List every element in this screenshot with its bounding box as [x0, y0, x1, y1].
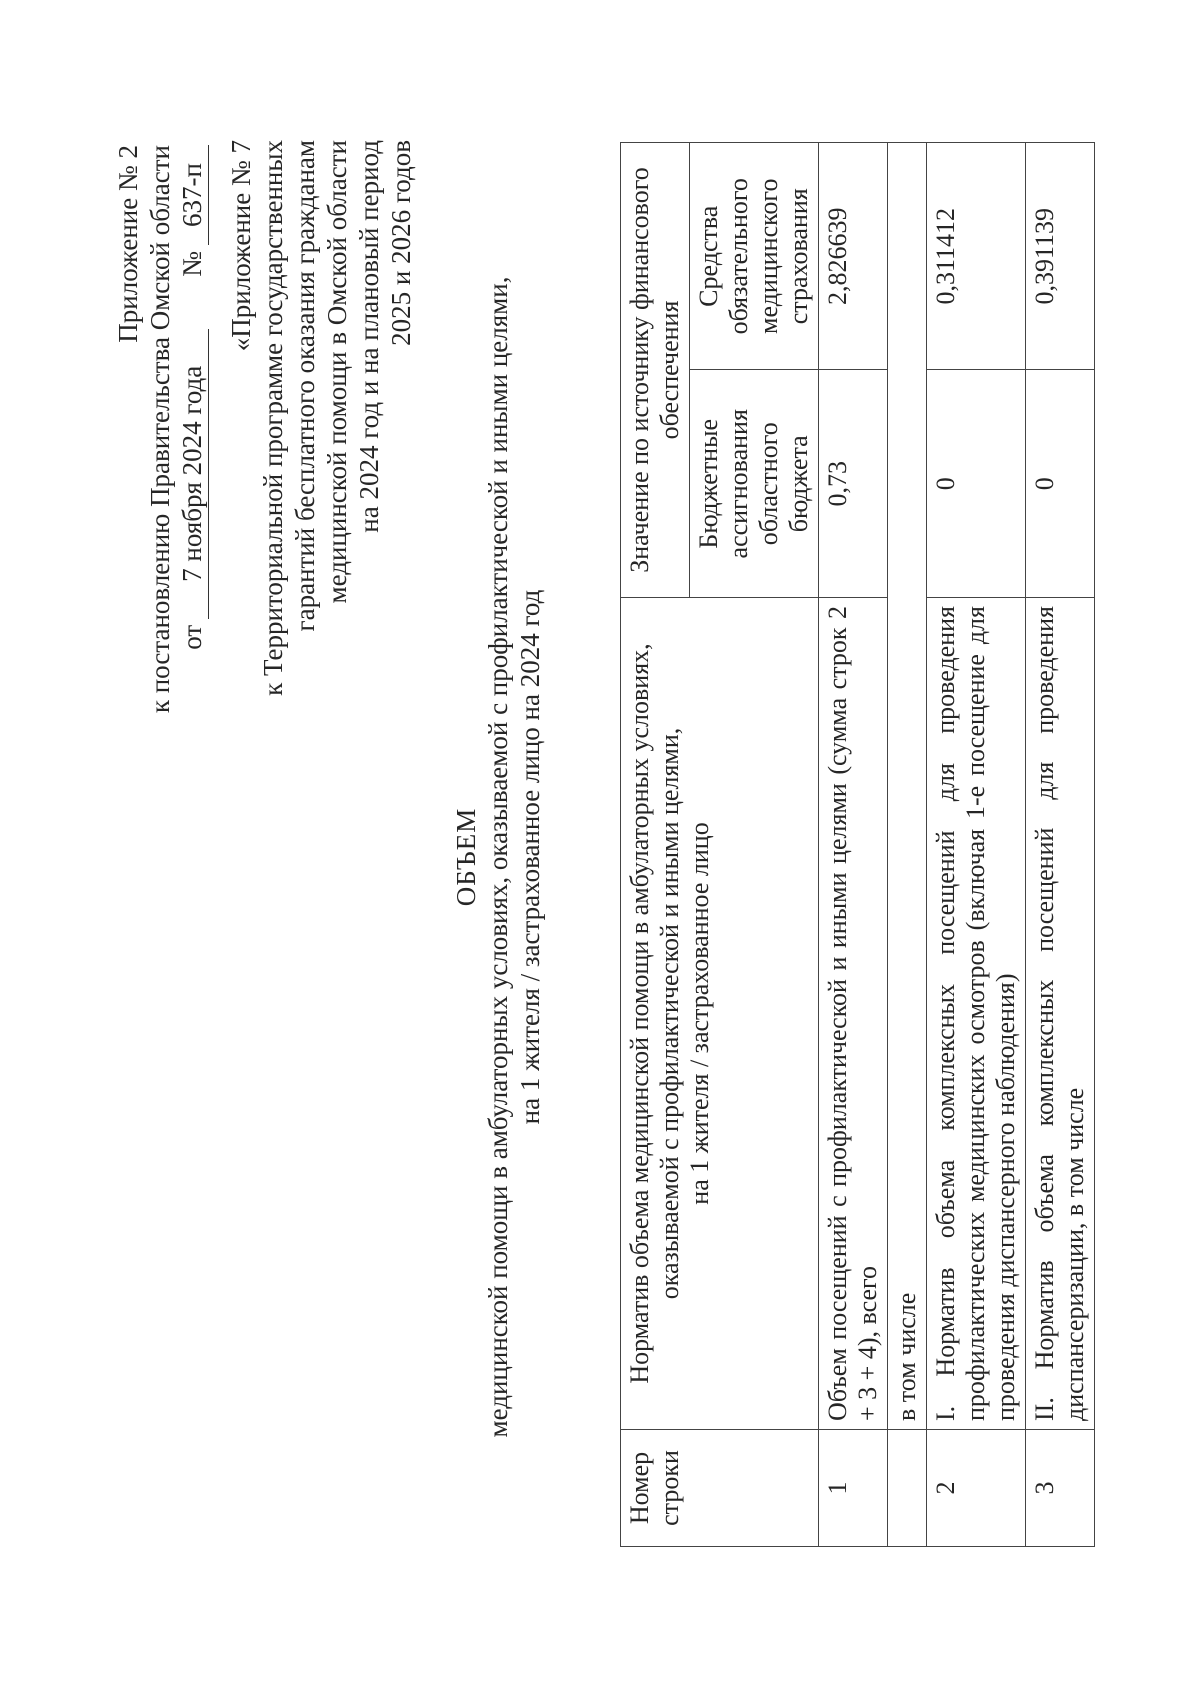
row-budget-value: 0,73 [819, 370, 888, 598]
row-oms-value: 0,311412 [927, 143, 1026, 371]
decree-number: 637-п [176, 145, 209, 245]
volume-table [620, 142, 1095, 1547]
table-header-row [621, 143, 690, 1547]
row-description: I. Норматив объема комплексных посещений для проведения профилактических медицинских осмотров (включая 1-е посещение для проведения диспансерного наблюдения) [927, 598, 1026, 1430]
header-budget: Бюджетные ассигнования областного бюджета [690, 370, 819, 598]
header-row-number: Номер строки [621, 1430, 819, 1547]
title-heading: ОБЪЕМ [451, 807, 481, 907]
header-normative [621, 598, 819, 1430]
reference-line: к Территориальной программе государственных [258, 140, 288, 696]
table-subheader-row [888, 143, 927, 1547]
reference-block [225, 140, 417, 940]
attachment-date-row [176, 145, 209, 865]
document-title [450, 157, 546, 1557]
row-oms-value: 0,391139 [1026, 143, 1095, 371]
title-line: на 1 жителя / застрахованное лицо на 2024 год [515, 589, 545, 1125]
reference-line: медицинской помощи в Омской области [322, 140, 352, 604]
attachment-decree: к постановлению Правительства Омской области [145, 145, 175, 714]
table-row [1026, 143, 1095, 1547]
reference-line: «Приложение № 7 [226, 140, 256, 352]
row-description: II. Норматив объема комплексных посещений для проведения диспансеризации, в том числе [1026, 598, 1095, 1430]
from-prefix: от [177, 624, 207, 650]
header-normative-line2: на 1 жителя / застрахованное лицо [685, 822, 714, 1205]
header-source-group: Значение по источнику финансового обеспечения [621, 143, 690, 598]
decree-date: 7 ноября 2024 года [176, 329, 209, 619]
reference-line: на 2024 год и на плановый период [354, 140, 384, 533]
row-number-empty [888, 1430, 927, 1547]
table-row [819, 143, 888, 1547]
row-description: Объем посещений с профилактической и иными целями (сумма строк 2 + 3 + 4), всего [819, 598, 888, 1430]
row-number: 1 [819, 1430, 888, 1547]
row-budget-value: 0 [927, 370, 1026, 598]
table-row [927, 143, 1026, 1547]
reference-line: гарантий бесплатного оказания гражданам [290, 140, 320, 632]
header-normative-line1: Норматив объема медицинской помощи в амбулаторных условиях, оказываемой с профилактической и иными целями, [625, 643, 684, 1384]
row-subheader: в том числе [888, 143, 927, 1430]
number-prefix: № [177, 251, 207, 277]
header-oms: Средства обязательного медицинского страхования [690, 143, 819, 371]
reference-line: 2025 и 2026 годов [386, 140, 416, 346]
row-number: 2 [927, 1430, 1026, 1547]
attachment-block [112, 145, 209, 865]
attachment-number: Приложение № 2 [113, 145, 143, 343]
row-oms-value: 2,826639 [819, 143, 888, 371]
row-number: 3 [1026, 1430, 1095, 1547]
row-budget-value: 0 [1026, 370, 1095, 598]
title-line: медицинской помощи в амбулаторных условиях, оказываемой с профилактической и иными целями, [483, 276, 513, 1438]
